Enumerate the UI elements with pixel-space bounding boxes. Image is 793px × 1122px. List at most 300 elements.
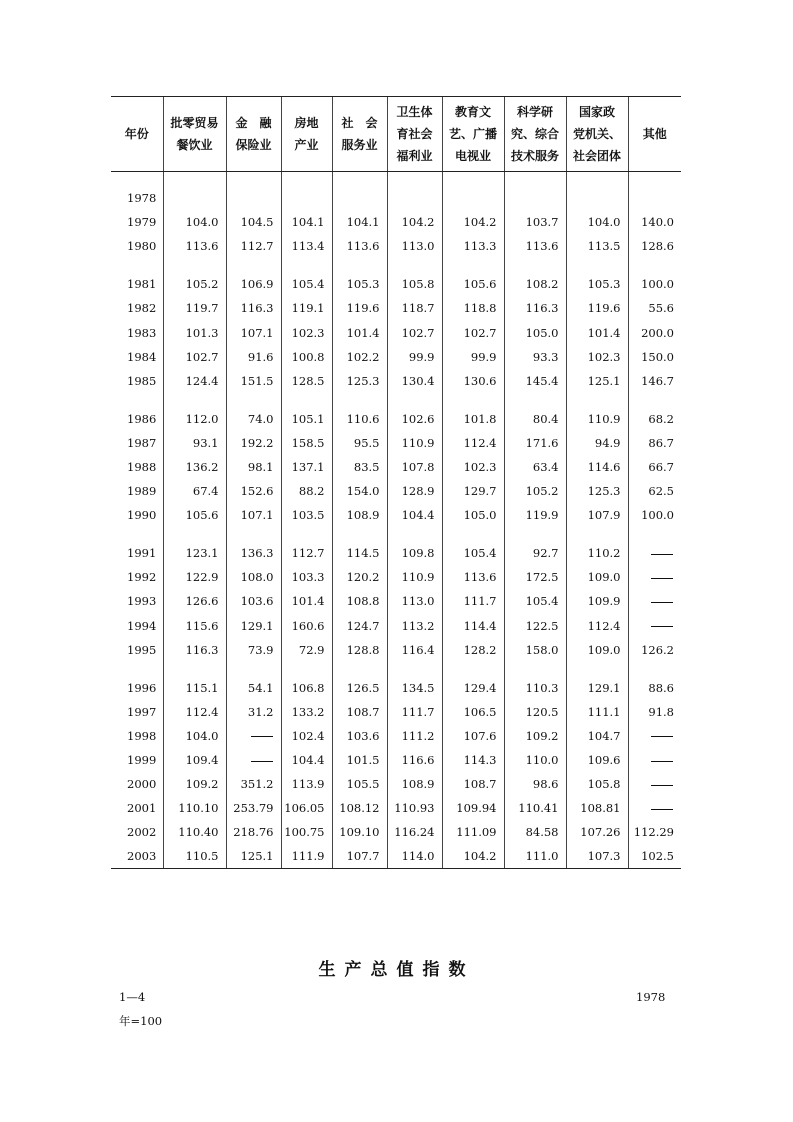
spacer-cell — [163, 527, 226, 541]
no-data-dash — [651, 602, 673, 603]
no-data-dash — [251, 761, 273, 762]
value-cell: 112.4 — [163, 700, 226, 724]
value-cell: 103.7 — [504, 210, 566, 234]
value-cell: 103.3 — [281, 565, 332, 589]
table-row — [111, 724, 681, 748]
value-cell: 111.09 — [442, 820, 504, 844]
spacer-cell — [442, 172, 504, 187]
column-header-line: 卫生体 — [396, 105, 433, 119]
value-cell: 110.41 — [504, 796, 566, 820]
value-cell: 200.0 — [628, 320, 681, 344]
value-cell: 125.1 — [226, 844, 281, 869]
value-cell: 112.4 — [442, 431, 504, 455]
value-cell: 134.5 — [387, 676, 442, 700]
value-cell: 126.6 — [163, 589, 226, 613]
value-cell: 109.0 — [566, 565, 628, 589]
value-cell: 93.3 — [504, 345, 566, 369]
year-cell: 1987 — [127, 435, 157, 450]
value-cell: 98.1 — [226, 455, 281, 479]
value-cell: 99.9 — [442, 345, 504, 369]
column-header — [504, 97, 566, 172]
table-row — [111, 844, 681, 869]
value-cell: 158.5 — [281, 431, 332, 455]
value-cell — [628, 796, 681, 820]
value-cell: 103.5 — [281, 503, 332, 527]
spacer-cell — [226, 662, 281, 676]
column-header — [163, 97, 226, 172]
value-cell: 105.8 — [566, 772, 628, 796]
value-cell: 108.0 — [226, 565, 281, 589]
value-cell: 145.4 — [504, 369, 566, 393]
spacer-cell — [111, 258, 163, 272]
value-cell: 125.1 — [566, 369, 628, 393]
value-cell: 110.9 — [387, 431, 442, 455]
value-cell: 108.7 — [442, 772, 504, 796]
value-cell: 125.3 — [566, 479, 628, 503]
value-cell: 101.5 — [332, 748, 387, 772]
year-cell: 1983 — [127, 325, 157, 340]
value-cell: 136.3 — [226, 541, 281, 565]
value-cell: 105.0 — [442, 503, 504, 527]
value-cell: 120.2 — [332, 565, 387, 589]
value-cell: 116.24 — [387, 820, 442, 844]
value-cell: 68.2 — [628, 407, 681, 431]
value-cell: 104.1 — [332, 210, 387, 234]
spacer-cell — [628, 172, 681, 187]
value-cell: 112.4 — [566, 614, 628, 638]
value-cell: 105.4 — [281, 272, 332, 296]
value-cell: 105.0 — [504, 320, 566, 344]
column-header-line: 产业 — [294, 138, 319, 152]
value-cell: 105.1 — [281, 407, 332, 431]
value-cell: 150.0 — [628, 345, 681, 369]
year-cell: 1992 — [127, 570, 157, 585]
spacer-cell — [628, 258, 681, 272]
value-cell: 102.5 — [628, 844, 681, 869]
table-body — [111, 172, 681, 869]
column-header-line: 党机关、 — [572, 127, 621, 141]
column-header — [111, 97, 163, 172]
column-header-line: 艺、广播 — [448, 127, 497, 141]
value-cell: 108.9 — [387, 772, 442, 796]
value-cell — [226, 748, 281, 772]
year-cell: 1981 — [127, 277, 157, 292]
spacer-row — [111, 172, 681, 187]
year-cell: 1994 — [127, 618, 157, 633]
column-header-line: 金 融 — [235, 116, 272, 130]
value-cell: 105.6 — [442, 272, 504, 296]
value-cell: 108.81 — [566, 796, 628, 820]
value-cell: 128.5 — [281, 369, 332, 393]
value-cell: 116.6 — [387, 748, 442, 772]
value-cell: 31.2 — [226, 700, 281, 724]
value-cell: 88.6 — [628, 676, 681, 700]
column-header-line: 科学研 — [516, 105, 553, 119]
value-cell: 108.8 — [332, 589, 387, 613]
spacer-cell — [163, 258, 226, 272]
spacer-cell — [566, 662, 628, 676]
value-cell: 102.6 — [387, 407, 442, 431]
value-cell: 110.9 — [387, 565, 442, 589]
column-header-line: 电视业 — [454, 149, 491, 163]
spacer-row — [111, 527, 681, 541]
value-cell: 74.0 — [226, 407, 281, 431]
value-cell: 192.2 — [226, 431, 281, 455]
value-cell: 103.6 — [226, 589, 281, 613]
table-row — [111, 186, 681, 210]
value-cell: 84.58 — [504, 820, 566, 844]
value-cell: 126.2 — [628, 638, 681, 662]
column-header — [387, 97, 442, 172]
value-cell: 91.6 — [226, 345, 281, 369]
value-cell: 113.2 — [387, 614, 442, 638]
base-year: 1978 — [636, 990, 666, 1004]
value-cell: 122.5 — [504, 614, 566, 638]
value-cell: 122.9 — [163, 565, 226, 589]
spacer-cell — [504, 662, 566, 676]
value-cell: 109.94 — [442, 796, 504, 820]
no-data-dash — [651, 626, 673, 627]
spacer-cell — [281, 527, 332, 541]
value-cell: 100.0 — [628, 272, 681, 296]
spacer-cell — [111, 662, 163, 676]
year-cell: 1985 — [127, 373, 157, 388]
base-note: 年=100 — [119, 1014, 163, 1028]
year-cell: 1999 — [127, 753, 157, 768]
value-cell: 118.8 — [442, 296, 504, 320]
value-cell: 111.9 — [281, 844, 332, 869]
column-header — [628, 97, 681, 172]
value-cell: 158.0 — [504, 638, 566, 662]
value-cell: 114.3 — [442, 748, 504, 772]
value-cell: 101.4 — [281, 589, 332, 613]
value-cell: 107.6 — [442, 724, 504, 748]
column-header-line: 究、综合 — [510, 127, 559, 141]
year-cell: 1982 — [127, 301, 157, 316]
spacer-cell — [281, 662, 332, 676]
value-cell: 110.9 — [566, 407, 628, 431]
value-cell: 109.9 — [566, 589, 628, 613]
value-cell: 110.10 — [163, 796, 226, 820]
value-cell: 115.1 — [163, 676, 226, 700]
value-cell: 88.2 — [281, 479, 332, 503]
value-cell: 113.5 — [566, 234, 628, 258]
value-cell: 109.2 — [163, 772, 226, 796]
spacer-cell — [332, 662, 387, 676]
value-cell: 98.6 — [504, 772, 566, 796]
table-number: 1—4 — [119, 990, 146, 1004]
table-row — [111, 234, 681, 258]
value-cell: 151.5 — [226, 369, 281, 393]
page-title: 生产总值指数 — [318, 960, 475, 980]
value-cell: 129.4 — [442, 676, 504, 700]
table-row — [111, 431, 681, 455]
value-cell: 102.2 — [332, 345, 387, 369]
value-cell: 129.1 — [226, 614, 281, 638]
spacer-cell — [442, 258, 504, 272]
spacer-cell — [387, 172, 442, 187]
value-cell: 116.4 — [387, 638, 442, 662]
value-cell: 146.7 — [628, 369, 681, 393]
value-cell: 128.9 — [387, 479, 442, 503]
column-header-line: 国家政 — [578, 105, 615, 119]
value-cell: 111.0 — [504, 844, 566, 869]
value-cell: 108.2 — [504, 272, 566, 296]
value-cell: 104.0 — [163, 724, 226, 748]
value-cell: 93.1 — [163, 431, 226, 455]
spacer-cell — [332, 393, 387, 407]
year-cell: 1989 — [127, 484, 157, 499]
value-cell — [226, 186, 281, 210]
value-cell: 94.9 — [566, 431, 628, 455]
spacer-cell — [387, 662, 442, 676]
year-cell: 1986 — [127, 411, 157, 426]
value-cell: 106.9 — [226, 272, 281, 296]
year-cell: 2003 — [111, 844, 163, 869]
column-header-line: 育社会 — [396, 127, 433, 141]
value-cell: 101.8 — [442, 407, 504, 431]
table-row — [111, 296, 681, 320]
value-cell: 119.7 — [163, 296, 226, 320]
value-cell: 113.6 — [163, 234, 226, 258]
value-cell: 67.4 — [163, 479, 226, 503]
value-cell: 110.0 — [504, 748, 566, 772]
table-row — [111, 503, 681, 527]
table-row — [111, 479, 681, 503]
value-cell — [504, 186, 566, 210]
table-row — [111, 345, 681, 369]
spacer-cell — [387, 527, 442, 541]
value-cell: 107.9 — [566, 503, 628, 527]
table-row — [111, 676, 681, 700]
spacer-cell — [163, 393, 226, 407]
value-cell: 125.3 — [332, 369, 387, 393]
header-row — [111, 97, 681, 172]
spacer-cell — [442, 393, 504, 407]
value-cell: 102.4 — [281, 724, 332, 748]
value-cell: 101.4 — [566, 320, 628, 344]
value-cell: 111.7 — [442, 589, 504, 613]
value-cell — [281, 186, 332, 210]
value-cell: 104.2 — [442, 210, 504, 234]
value-cell: 104.1 — [281, 210, 332, 234]
value-cell: 129.7 — [442, 479, 504, 503]
value-cell: 118.7 — [387, 296, 442, 320]
spacer-cell — [628, 527, 681, 541]
spacer-cell — [226, 258, 281, 272]
no-data-dash — [651, 809, 673, 810]
value-cell: 129.1 — [566, 676, 628, 700]
value-cell: 104.5 — [226, 210, 281, 234]
value-cell: 104.4 — [281, 748, 332, 772]
value-cell: 128.8 — [332, 638, 387, 662]
value-cell: 91.8 — [628, 700, 681, 724]
value-cell: 107.1 — [226, 503, 281, 527]
value-cell: 128.6 — [628, 234, 681, 258]
column-header-line: 社 会 — [341, 116, 378, 130]
value-cell: 110.5 — [163, 844, 226, 869]
spacer-cell — [332, 527, 387, 541]
table-row — [111, 638, 681, 662]
column-header-line: 保险业 — [235, 138, 272, 152]
column-header-line: 批零贸易 — [170, 116, 219, 130]
column-header-line: 房地 — [294, 116, 319, 130]
year-cell: 1998 — [127, 728, 157, 743]
value-cell — [566, 186, 628, 210]
value-cell: 110.40 — [163, 820, 226, 844]
table-row — [111, 210, 681, 234]
value-cell — [628, 565, 681, 589]
value-cell: 116.3 — [163, 638, 226, 662]
value-cell: 73.9 — [226, 638, 281, 662]
spacer-row — [111, 393, 681, 407]
value-cell: 133.2 — [281, 700, 332, 724]
value-cell: 100.75 — [281, 820, 332, 844]
value-cell: 109.8 — [387, 541, 442, 565]
column-header-line: 年份 — [124, 127, 149, 141]
value-cell: 113.6 — [504, 234, 566, 258]
value-cell: 114.0 — [387, 844, 442, 869]
spacer-row — [111, 662, 681, 676]
value-cell — [387, 186, 442, 210]
no-data-dash — [651, 785, 673, 786]
no-data-dash — [651, 578, 673, 579]
value-cell: 86.7 — [628, 431, 681, 455]
year-cell: 1990 — [127, 508, 157, 523]
value-cell: 110.3 — [504, 676, 566, 700]
no-data-dash — [251, 736, 273, 737]
value-cell: 112.29 — [628, 820, 681, 844]
column-header — [566, 97, 628, 172]
value-cell: 128.2 — [442, 638, 504, 662]
value-cell: 124.7 — [332, 614, 387, 638]
spacer-cell — [281, 393, 332, 407]
value-cell: 110.93 — [387, 796, 442, 820]
value-cell: 101.4 — [332, 320, 387, 344]
value-cell: 111.2 — [387, 724, 442, 748]
column-header-line: 餐饮业 — [176, 138, 213, 152]
value-cell: 109.0 — [566, 638, 628, 662]
value-cell: 105.4 — [442, 541, 504, 565]
value-cell: 124.4 — [163, 369, 226, 393]
spacer-cell — [332, 172, 387, 187]
year-cell: 1991 — [127, 546, 157, 561]
value-cell: 113.0 — [387, 589, 442, 613]
spacer-cell — [387, 393, 442, 407]
value-cell: 109.2 — [504, 724, 566, 748]
value-cell: 107.1 — [226, 320, 281, 344]
column-header-line: 服务业 — [341, 138, 378, 152]
value-cell: 119.6 — [332, 296, 387, 320]
value-cell: 112.0 — [163, 407, 226, 431]
value-cell: 104.2 — [442, 844, 504, 869]
spacer-cell — [111, 172, 163, 187]
value-cell: 160.6 — [281, 614, 332, 638]
value-cell: 154.0 — [332, 479, 387, 503]
value-cell: 114.4 — [442, 614, 504, 638]
table-row — [111, 320, 681, 344]
value-cell — [628, 748, 681, 772]
table-row — [111, 700, 681, 724]
column-header-line: 教育文 — [454, 105, 491, 119]
spacer-cell — [504, 527, 566, 541]
value-cell: 113.9 — [281, 772, 332, 796]
value-cell: 108.9 — [332, 503, 387, 527]
value-cell: 113.6 — [332, 234, 387, 258]
value-cell: 103.6 — [332, 724, 387, 748]
value-cell: 218.76 — [226, 820, 281, 844]
year-cell: 1993 — [127, 594, 157, 609]
column-header — [332, 97, 387, 172]
value-cell: 112.7 — [281, 541, 332, 565]
spacer-cell — [332, 258, 387, 272]
value-cell: 105.2 — [504, 479, 566, 503]
column-header-line: 技术服务 — [510, 149, 559, 163]
value-cell — [628, 772, 681, 796]
table-row — [111, 589, 681, 613]
spacer-cell — [566, 172, 628, 187]
value-cell: 80.4 — [504, 407, 566, 431]
value-cell: 66.7 — [628, 455, 681, 479]
spacer-cell — [111, 393, 163, 407]
value-cell: 111.1 — [566, 700, 628, 724]
value-cell: 126.5 — [332, 676, 387, 700]
value-cell: 137.1 — [281, 455, 332, 479]
value-cell: 62.5 — [628, 479, 681, 503]
spacer-cell — [281, 172, 332, 187]
value-cell — [226, 724, 281, 748]
value-cell: 92.7 — [504, 541, 566, 565]
value-cell: 105.8 — [387, 272, 442, 296]
index-table — [111, 96, 681, 869]
year-cell: 1979 — [127, 215, 157, 230]
table-row — [111, 820, 681, 844]
value-cell: 351.2 — [226, 772, 281, 796]
value-cell: 107.7 — [332, 844, 387, 869]
value-cell: 104.2 — [387, 210, 442, 234]
column-header — [281, 97, 332, 172]
value-cell: 55.6 — [628, 296, 681, 320]
column-header-line: 社会团体 — [572, 149, 621, 163]
no-data-dash — [651, 761, 673, 762]
value-cell: 116.3 — [226, 296, 281, 320]
year-cell: 1984 — [127, 349, 157, 364]
spacer-cell — [281, 258, 332, 272]
value-cell: 114.5 — [332, 541, 387, 565]
value-cell — [628, 186, 681, 210]
column-header — [226, 97, 281, 172]
value-cell: 100.8 — [281, 345, 332, 369]
value-cell — [442, 186, 504, 210]
value-cell: 108.12 — [332, 796, 387, 820]
spacer-cell — [566, 527, 628, 541]
value-cell: 102.3 — [442, 455, 504, 479]
table-row — [111, 272, 681, 296]
value-cell: 130.4 — [387, 369, 442, 393]
value-cell: 123.1 — [163, 541, 226, 565]
value-cell: 102.3 — [566, 345, 628, 369]
value-cell — [628, 589, 681, 613]
column-header-line: 福利业 — [396, 149, 433, 163]
value-cell: 101.3 — [163, 320, 226, 344]
value-cell: 105.3 — [332, 272, 387, 296]
year-cell: 2002 — [127, 825, 157, 840]
value-cell: 253.79 — [226, 796, 281, 820]
table-row — [111, 369, 681, 393]
value-cell: 152.6 — [226, 479, 281, 503]
value-cell: 102.7 — [163, 345, 226, 369]
table-row — [111, 772, 681, 796]
